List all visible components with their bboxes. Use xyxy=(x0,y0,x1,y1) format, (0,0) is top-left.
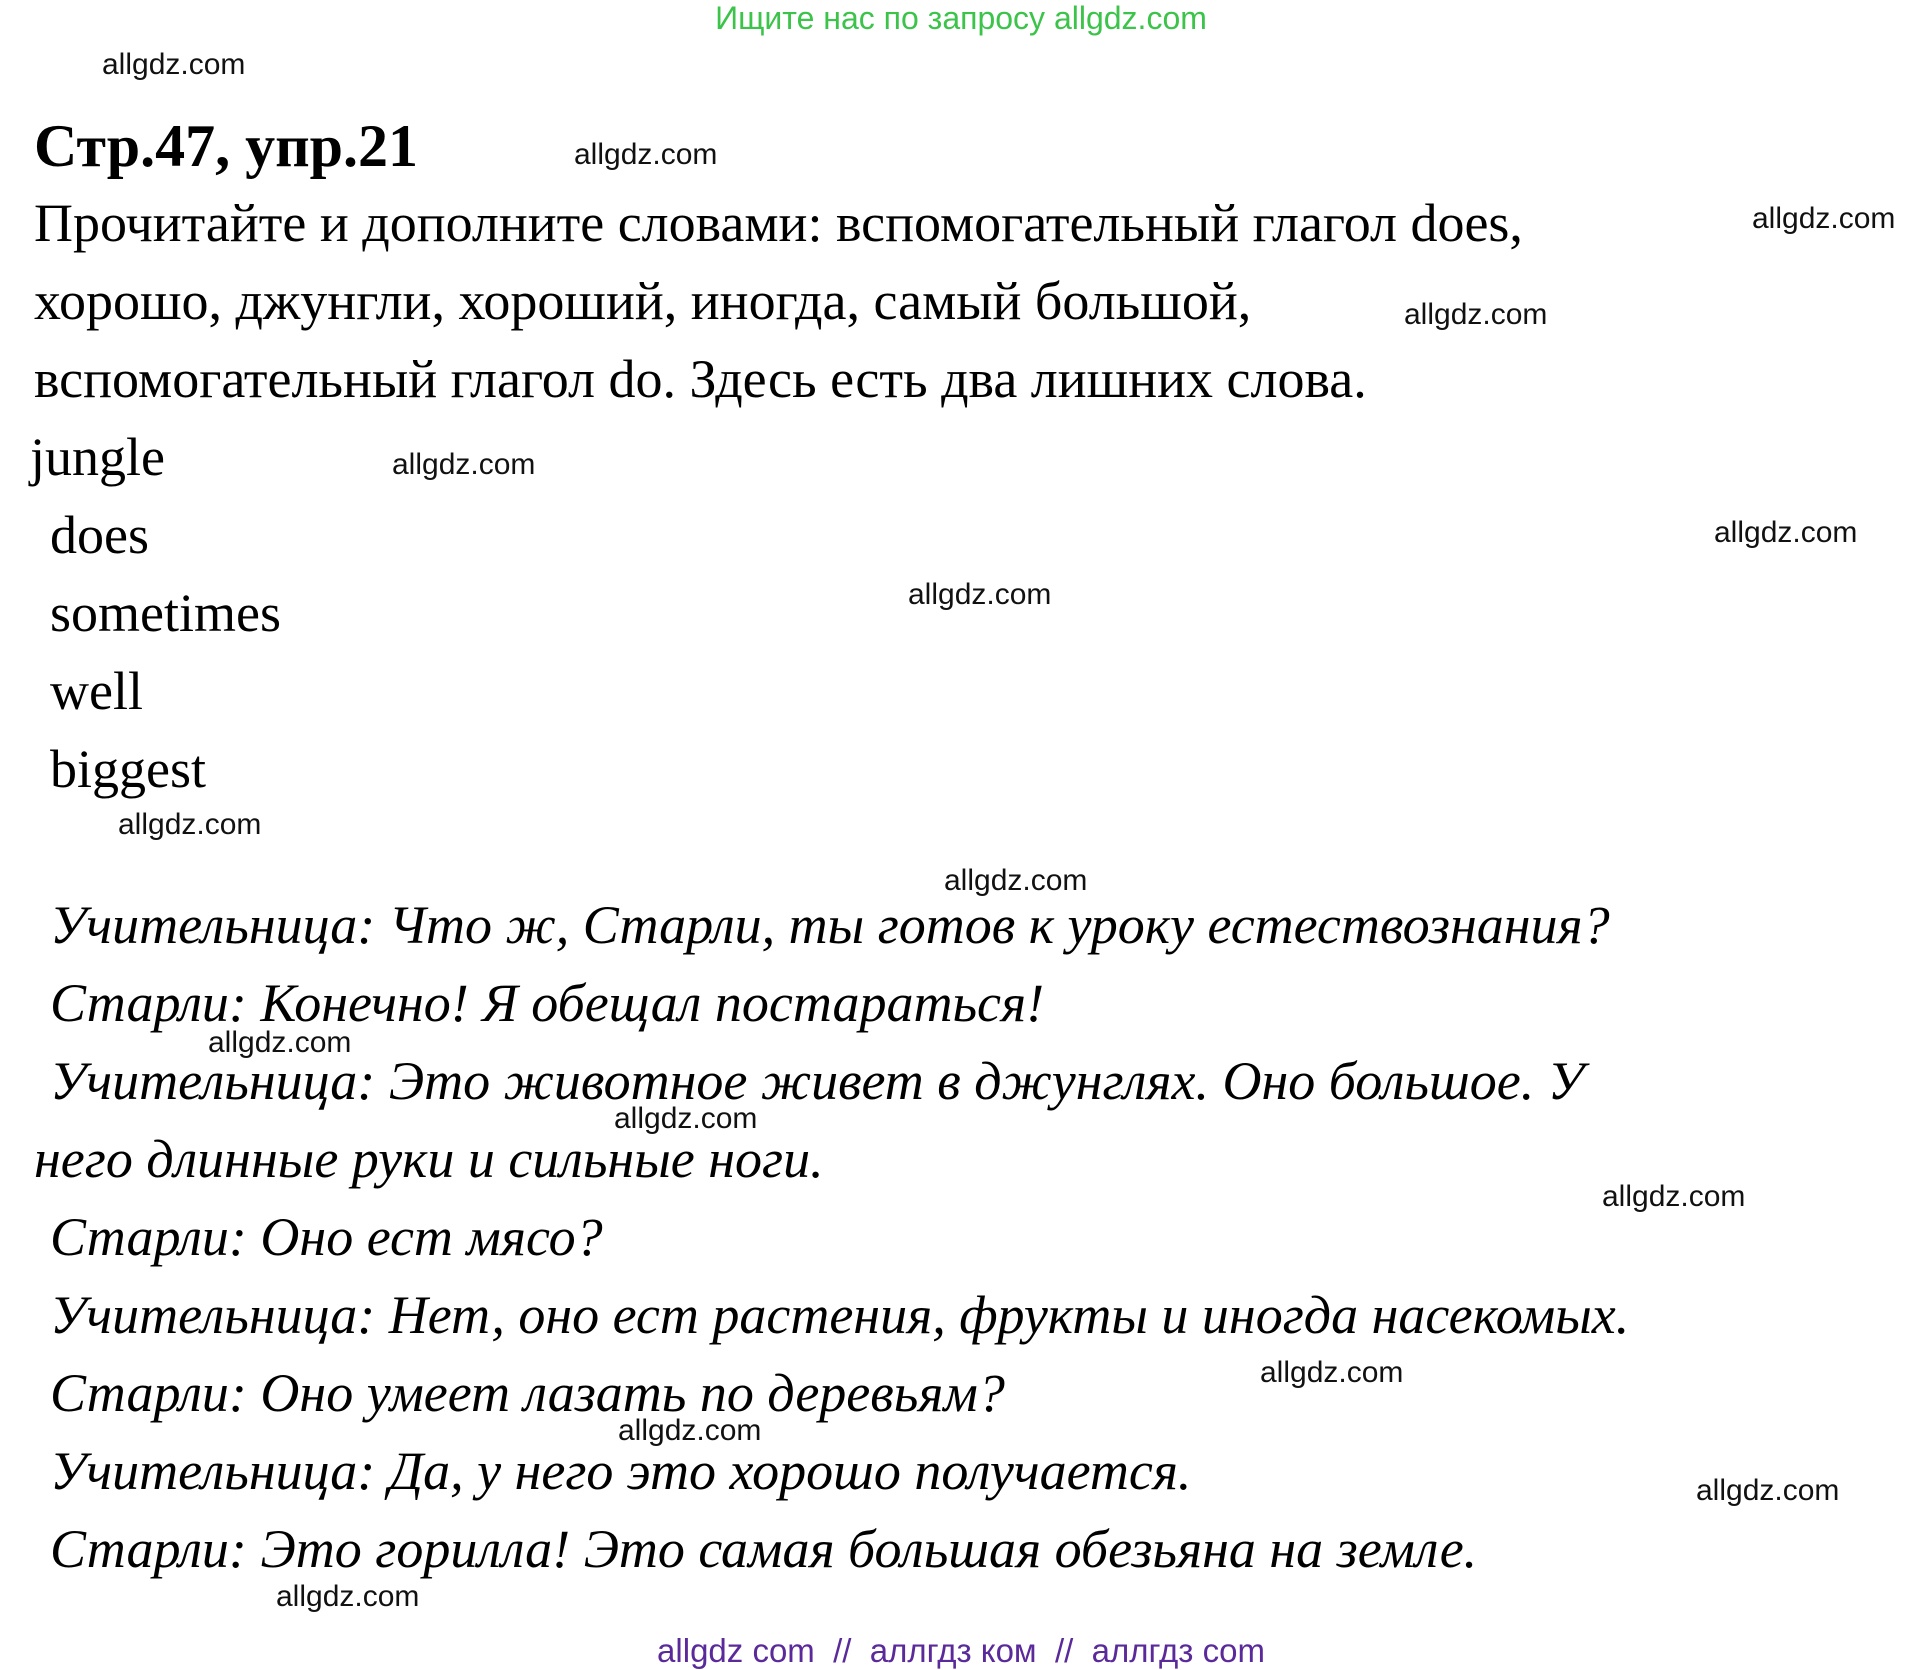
watermark: allgdz.com xyxy=(574,138,718,171)
watermark: allgdz.com xyxy=(1752,202,1896,235)
watermark: allgdz.com xyxy=(1260,1356,1404,1389)
watermark: allgdz.com xyxy=(208,1026,352,1059)
dialogue-line: Старли: Оно умеет лазать по деревьям? xyxy=(50,1363,1005,1423)
watermark: allgdz.com xyxy=(1602,1180,1746,1213)
watermark: allgdz.com xyxy=(276,1580,420,1613)
word-bank-item: sometimes xyxy=(50,583,281,643)
instruction-line: Прочитайте и дополните словами: вспомогательный глагол does, xyxy=(34,193,1523,253)
dialogue-line: Учительница: Нет, оно ест растения, фрукты и иногда насекомых. xyxy=(50,1285,1630,1345)
dialogue-line: Старли: Это горилла! Это самая большая обезьяна на земле. xyxy=(50,1519,1478,1579)
watermark: allgdz.com xyxy=(1714,516,1858,549)
page-title: Стр.47, упр.21 xyxy=(34,113,419,179)
watermark: allgdz.com xyxy=(908,578,1052,611)
instruction-line: вспомогательный глагол do. Здесь есть два лишних слова. xyxy=(34,349,1367,409)
dialogue-line: него длинные руки и сильные ноги. xyxy=(34,1129,824,1189)
promo-banner: Ищите нас по запросу allgdz.com xyxy=(715,0,1207,36)
dialogue-line: Старли: Оно ест мясо? xyxy=(50,1207,603,1267)
footer-links: allgdz com // аллгдз ком // аллгдз com xyxy=(657,1632,1265,1669)
dialogue-line: Учительница: Да, у него это хорошо получается. xyxy=(50,1441,1192,1501)
watermark: allgdz.com xyxy=(944,864,1088,897)
word-bank-item: well xyxy=(50,661,143,721)
watermark: allgdz.com xyxy=(392,448,536,481)
watermark: allgdz.com xyxy=(1404,298,1548,331)
word-bank-item: jungle xyxy=(30,427,165,487)
watermark: allgdz.com xyxy=(102,48,246,81)
word-bank-item: biggest xyxy=(50,739,206,799)
watermark: allgdz.com xyxy=(618,1414,762,1447)
watermark: allgdz.com xyxy=(614,1102,758,1135)
word-bank-item: does xyxy=(50,505,149,565)
watermark: allgdz.com xyxy=(118,808,262,841)
dialogue-line: Учительница: Это животное живет в джунглях. Оно большое. У xyxy=(50,1051,1585,1111)
watermark: allgdz.com xyxy=(1696,1474,1840,1507)
dialogue-line: Старли: Конечно! Я обещал постараться! xyxy=(50,973,1045,1033)
instruction-line: хорошо, джунгли, хороший, иногда, самый большой, xyxy=(34,271,1252,331)
dialogue-line: Учительница: Что ж, Старли, ты готов к уроку естествознания? xyxy=(50,895,1610,955)
